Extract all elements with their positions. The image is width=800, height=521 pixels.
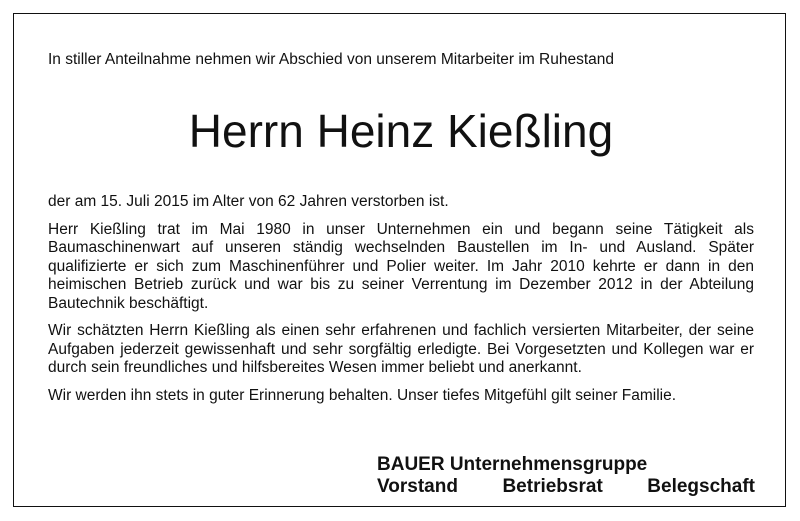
- deceased-name: Herrn Heinz Kießling: [188, 105, 614, 157]
- company-name: BAUER Unternehmensgruppe: [377, 454, 648, 475]
- signatory-board: Vorstand: [377, 476, 458, 497]
- notice-border: [13, 13, 786, 507]
- signature-block: [377, 454, 755, 498]
- signatory-staff: Belegschaft: [647, 476, 755, 497]
- career-paragraph: Herr Kießling trat im Mai 1980 in unser Unternehmen ein und begann seine Tätigkeit als Baumaschinenwart auf unseren ständig wechselnden Baustellen im In- und Ausland. Später qualifizierte er sich zum Maschinenführer und Polier weiter. Im Jahr 2010 kehrte er dann in den heimischen Betrieb zurück und war bis zu seiner Verrentung im Dezember 2012 in der Abteilung Bautechnik beschäftigt.: [48, 220, 754, 312]
- notice-body: [48, 193, 754, 414]
- death-date-line: der am 15. Juli 2015 im Alter von 62 Jahren verstorben ist.: [48, 193, 449, 210]
- appreciation-paragraph: Wir schätzten Herrn Kießling als einen sehr erfahrenen und fachlich versierten Mitarbeiter, der seine Aufgaben jederzeit gewissenhaft und sehr sorgfältig erledigte. Bei Vorgesetzten und Kollegen war er durch sein freundliches und hilfsbereites Wesen immer beliebt und anerkannt.: [48, 322, 754, 376]
- intro-line: In stiller Anteilnahme nehmen wir Abschied von unserem Mitarbeiter im Ruhestand: [48, 51, 615, 68]
- signatory-groups: [377, 476, 755, 498]
- closing-paragraph: Wir werden ihn stets in guter Erinnerung behalten. Unser tiefes Mitgefühl gilt seiner Familie.: [48, 386, 677, 404]
- signatory-works-council: Betriebsrat: [502, 476, 603, 497]
